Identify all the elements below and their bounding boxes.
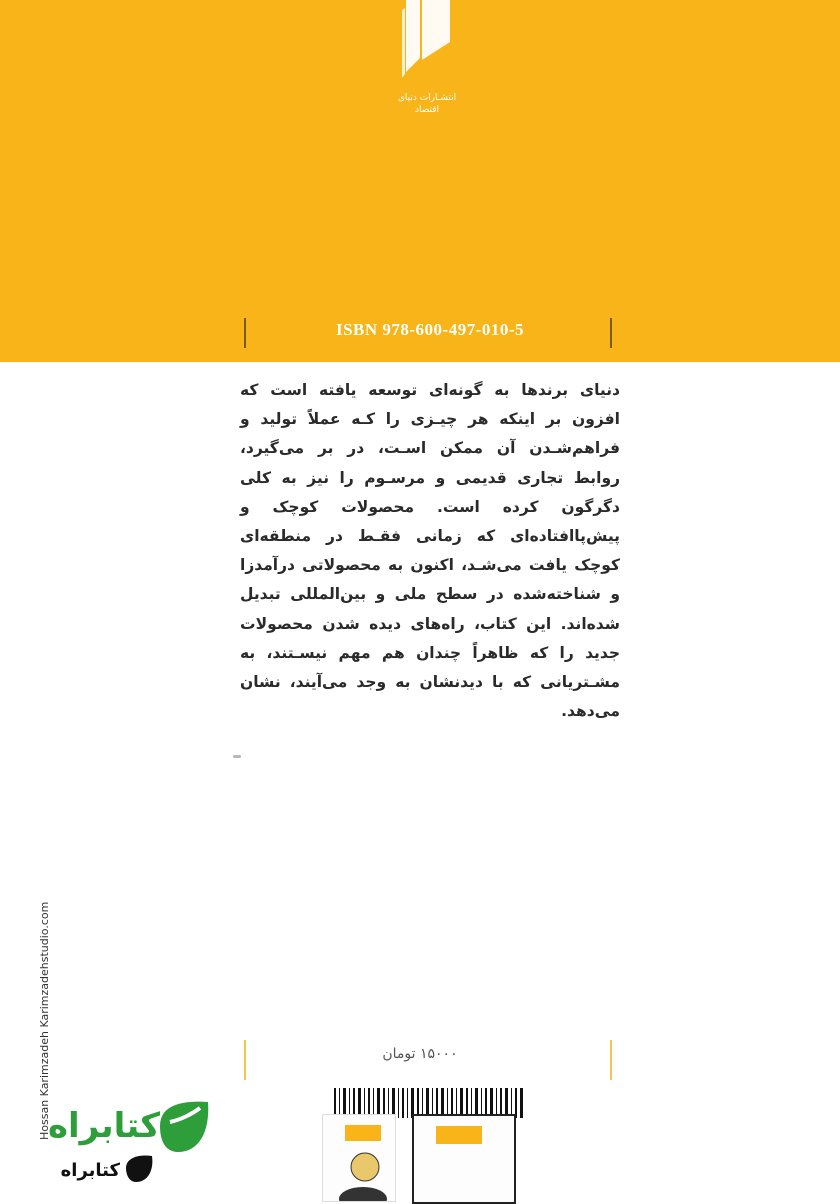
publisher-name: انتشـارات دنیای اقتصاد <box>397 93 457 115</box>
isbn-divider-left <box>244 318 246 348</box>
leaf-logo-icon <box>150 1092 220 1162</box>
portrait-illustration-icon <box>323 1115 395 1201</box>
back-cover-blurb <box>240 376 620 726</box>
print-smudge <box>233 755 241 758</box>
site-watermark <box>40 1092 220 1192</box>
price-label: ۱۵۰۰۰ تومان <box>382 1046 458 1062</box>
thumbnail-cover <box>412 1114 516 1204</box>
thumbnail-portrait <box>322 1114 396 1202</box>
price-divider-left <box>244 1040 246 1080</box>
watermark-text-large: کتابراه <box>47 1106 160 1146</box>
isbn-divider-right <box>610 318 612 348</box>
thumbnail-band <box>436 1126 482 1144</box>
designer-credit: Hossan Karimzadeh Karimzadehstudio.com <box>38 901 51 1140</box>
price-divider-right <box>610 1040 612 1080</box>
isbn-number: ISBN 978-600-497-010-5 <box>335 320 525 339</box>
leaf-logo-small-icon <box>122 1150 158 1186</box>
blurb-text: دنیای برندها به گونه‌ای توسعه یافته است که افزون بر اینکه هر چیـزی را کـه عملاً تولید و فراهم‌شـدن آن ممکن اسـت، در بر می‌گیرد، روابط تجاری قدیمی و مرسـوم را نیز به کلی دگرگون کرده است. محصولات کوچک و پیش‌پاافتاده‌ای که زمانی فقـط در منطقه‌ای کوچک یافت می‌شـد، اکنون به محصولاتی درآمدزا و شناخته‌شده در سطح ملی و بین‌المللی تبدیل شده‌اند. این کتاب، راه‌های دیده شدن محصولات جدید را که ظاهراً چندان هم مهم نیسـتند، به مشـتریانی که با دیدنشان به وجد می‌آیند، نشان می‌دهد. <box>240 381 620 721</box>
watermark-text-small: کتابراه <box>60 1160 120 1181</box>
